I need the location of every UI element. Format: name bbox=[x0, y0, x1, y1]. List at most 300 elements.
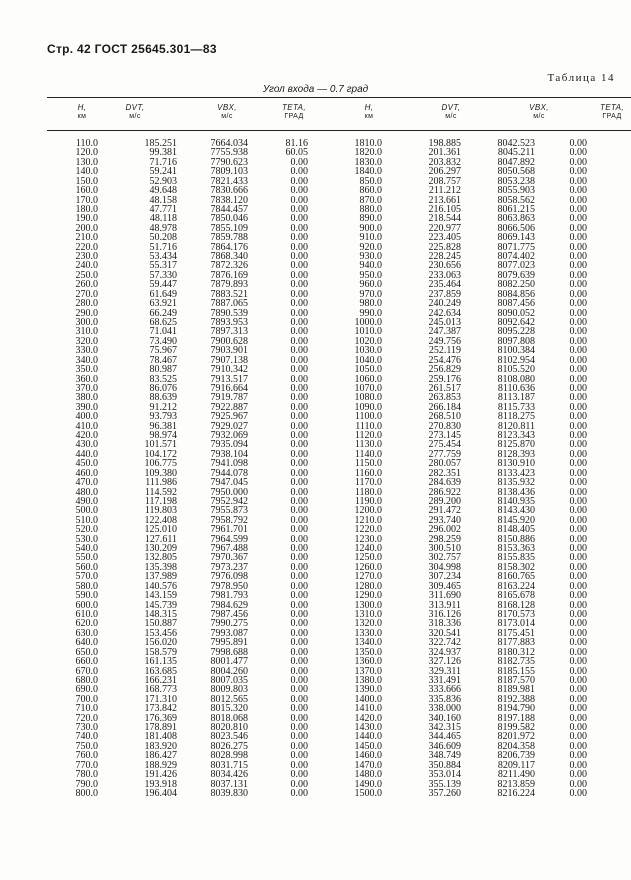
table-cell: 1300.0 bbox=[354, 599, 382, 611]
table-cell: 52.903 bbox=[149, 175, 177, 187]
table-cell: 0.00 bbox=[290, 571, 308, 583]
table-cell: 1820.0 bbox=[354, 147, 382, 159]
table-cell: 900.0 bbox=[359, 222, 382, 234]
column-header bbox=[582, 103, 631, 121]
table-cell: 0.00 bbox=[569, 458, 587, 470]
table-cell: 8209.117 bbox=[497, 759, 535, 771]
page-header: Стр. 42 ГОСТ 25645.301—83 bbox=[47, 42, 217, 56]
table-cell: 8001.477 bbox=[210, 656, 248, 668]
table-cell: 0.00 bbox=[569, 335, 587, 347]
table-cell: 270.830 bbox=[428, 420, 461, 432]
table-cell: 0.00 bbox=[290, 194, 308, 206]
table-cell: 710.0 bbox=[75, 703, 98, 715]
table-cell: 0.00 bbox=[569, 693, 587, 705]
table-cell: 0.00 bbox=[569, 401, 587, 413]
table-cell: 0.00 bbox=[569, 288, 587, 300]
table-cell: 191.426 bbox=[144, 769, 177, 781]
table-cell: 8108.080 bbox=[497, 373, 535, 385]
table-cell: 8077.023 bbox=[497, 260, 535, 272]
table-cell: 7995.891 bbox=[210, 637, 248, 649]
table-cell: 350.0 bbox=[75, 364, 98, 376]
table-cell: 0.00 bbox=[290, 609, 308, 620]
table-cell: 8092.642 bbox=[497, 316, 535, 328]
table-cell: 8053.238 bbox=[497, 175, 535, 187]
table-cell: 8180.312 bbox=[497, 646, 535, 658]
table-cell: 460.0 bbox=[75, 467, 98, 479]
table-cell: 7876.169 bbox=[210, 269, 248, 281]
table-cell: 0.00 bbox=[569, 345, 587, 357]
column-header-name: DVT, bbox=[125, 103, 145, 112]
table-cell: 163.685 bbox=[144, 665, 177, 677]
table-cell: 0.00 bbox=[569, 156, 587, 168]
table-cell: 8143.430 bbox=[497, 505, 535, 517]
table-cell: 7838.120 bbox=[210, 194, 248, 206]
table-cell: 0.00 bbox=[290, 420, 308, 432]
table-cell: 8175.451 bbox=[497, 627, 535, 639]
table-cell: 510.0 bbox=[75, 514, 98, 526]
table-cell: 150.887 bbox=[144, 618, 177, 630]
table-cell: 289.200 bbox=[428, 495, 461, 507]
table-cell: 0.00 bbox=[290, 251, 308, 263]
table-cell: 7970.367 bbox=[210, 552, 248, 564]
column-header-unit: км bbox=[77, 113, 87, 120]
column-header bbox=[339, 103, 399, 121]
table-cell: 225.828 bbox=[428, 241, 461, 253]
column-header-unit: км bbox=[364, 113, 374, 120]
table-cell: 7809.103 bbox=[210, 166, 248, 178]
table-cell: 1220.0 bbox=[354, 524, 382, 536]
table-cell: 170.0 bbox=[75, 194, 98, 206]
table-cell: 263.853 bbox=[428, 392, 461, 404]
table-cell: 1340.0 bbox=[354, 637, 382, 649]
table-cell: 7929.027 bbox=[210, 420, 248, 432]
column-header-unit: м/с bbox=[445, 113, 457, 120]
table-cell: 249.756 bbox=[428, 335, 461, 347]
table-cell: 201.361 bbox=[428, 147, 461, 159]
table-cell: 117.198 bbox=[144, 495, 177, 507]
table-cell: 304.998 bbox=[428, 561, 461, 573]
table-cell: 96.381 bbox=[149, 420, 177, 432]
table-cell: 8216.224 bbox=[497, 787, 535, 799]
table-cell: 237.859 bbox=[428, 288, 461, 300]
table-cell: 8066.506 bbox=[497, 222, 535, 234]
table-cell: 1050.0 bbox=[354, 364, 382, 376]
table-subtitle: Угол входа — 0.7 град bbox=[262, 84, 369, 95]
table-cell: 143.159 bbox=[144, 590, 177, 602]
table-cell: 8125.870 bbox=[497, 439, 535, 451]
table-cell: 7910.342 bbox=[210, 364, 248, 376]
table-cell: 324.937 bbox=[428, 646, 461, 658]
table-cell: 51.716 bbox=[149, 241, 177, 253]
table-cell: 0.00 bbox=[569, 787, 587, 799]
table-cell: 0.00 bbox=[290, 411, 308, 423]
table-cell: 8009.803 bbox=[210, 684, 248, 696]
table-cell: 7978.950 bbox=[210, 580, 248, 592]
table-cell: 188.929 bbox=[144, 759, 177, 771]
table-cell: 410.0 bbox=[75, 420, 98, 432]
table-cell: 8145.920 bbox=[497, 514, 535, 526]
table-cell: 66.249 bbox=[149, 307, 177, 319]
table-cell: 0.00 bbox=[569, 194, 587, 206]
table-cell: 1400.0 bbox=[354, 693, 382, 705]
table-cell: 680.0 bbox=[75, 674, 98, 686]
column-header bbox=[509, 103, 569, 121]
table-cell: 8061.215 bbox=[497, 203, 535, 215]
column-header bbox=[264, 103, 324, 121]
table-cell: 570.0 bbox=[75, 571, 98, 583]
table-cell: 270.0 bbox=[75, 288, 98, 300]
table-cell: 8194.790 bbox=[497, 703, 535, 715]
table-cell: 1470.0 bbox=[354, 759, 382, 771]
table-label: Таблица 14 bbox=[547, 72, 615, 84]
table-cell: 640.0 bbox=[75, 637, 98, 649]
column-header-unit: м/с bbox=[221, 113, 233, 120]
table-cell: 930.0 bbox=[359, 251, 382, 263]
table-cell: 8120.811 bbox=[497, 420, 535, 432]
table-cell: 0.00 bbox=[569, 260, 587, 272]
table-cell: 7984.629 bbox=[210, 599, 248, 611]
table-cell: 1410.0 bbox=[354, 703, 382, 715]
table-cell: 313.911 bbox=[428, 599, 461, 611]
table-cell: 0.00 bbox=[569, 354, 587, 366]
table-cell: 420.0 bbox=[75, 430, 98, 442]
table-cell: 0.00 bbox=[290, 656, 308, 668]
table-cell: 318.336 bbox=[428, 618, 461, 630]
table-cell: 0.00 bbox=[569, 543, 587, 555]
table-cell: 8182.735 bbox=[497, 656, 535, 668]
table-cell: 8007.035 bbox=[210, 674, 248, 686]
table-cell: 1140.0 bbox=[354, 448, 382, 460]
table-cell: 245.013 bbox=[428, 316, 461, 328]
table-cell: 1250.0 bbox=[354, 552, 382, 564]
table-cell: 250.0 bbox=[75, 269, 98, 281]
table-cell: 0.00 bbox=[569, 477, 587, 489]
column-header-name: VBX, bbox=[529, 103, 549, 112]
table-cell: 7890.539 bbox=[210, 307, 248, 319]
table-cell: 0.00 bbox=[569, 232, 587, 244]
table-cell: 1390.0 bbox=[354, 684, 382, 696]
table-cell: 600.0 bbox=[75, 599, 98, 611]
table-cell: 0.00 bbox=[569, 731, 587, 743]
table-cell: 8163.224 bbox=[497, 580, 535, 592]
table-cell: 1350.0 bbox=[354, 646, 382, 658]
table-cell: 7964.599 bbox=[210, 533, 248, 545]
table-cell: 0.00 bbox=[569, 656, 587, 668]
table-cell: 0.00 bbox=[569, 326, 587, 338]
table-cell: 380.0 bbox=[75, 392, 98, 404]
table-cell: 400.0 bbox=[75, 411, 98, 423]
table-cell: 1320.0 bbox=[354, 618, 382, 630]
table-cell: 344.465 bbox=[428, 731, 461, 743]
table-cell: 8115.733 bbox=[497, 401, 535, 413]
table-cell: 0.00 bbox=[569, 185, 587, 197]
table-cell: 8206.739 bbox=[497, 750, 535, 762]
table-cell: 8082.250 bbox=[497, 279, 535, 291]
table-cell: 7987.456 bbox=[210, 609, 248, 620]
table-cell: 0.00 bbox=[569, 580, 587, 592]
table-cell: 8095.228 bbox=[497, 326, 535, 338]
table-cell: 1830.0 bbox=[354, 156, 382, 168]
table-cell: 7967.488 bbox=[210, 543, 248, 555]
table-cell: 322.742 bbox=[428, 637, 461, 649]
table-cell: 0.00 bbox=[290, 458, 308, 470]
table-cell: 7883.521 bbox=[210, 288, 248, 300]
table-cell: 0.00 bbox=[290, 307, 308, 319]
table-cell: 8185.155 bbox=[497, 665, 535, 677]
table-cell: 210.0 bbox=[75, 232, 98, 244]
table-cell: 7955.873 bbox=[210, 505, 248, 517]
table-cell: 7903.901 bbox=[210, 345, 248, 357]
table-cell: 660.0 bbox=[75, 656, 98, 668]
column-header-unit: м/с bbox=[129, 113, 141, 120]
table-cell: 8189.981 bbox=[497, 684, 535, 696]
table-cell: 0.00 bbox=[290, 316, 308, 328]
table-cell: 1260.0 bbox=[354, 561, 382, 573]
table-cell: 0.00 bbox=[290, 712, 308, 724]
table-cell: 990.0 bbox=[359, 307, 382, 319]
table-cell: 311.690 bbox=[428, 590, 461, 602]
table-cell: 256.829 bbox=[428, 364, 461, 376]
table-cell: 800.0 bbox=[75, 787, 98, 799]
table-cell: 273.145 bbox=[428, 430, 461, 442]
table-cell: 7958.792 bbox=[210, 514, 248, 526]
table-cell: 0.00 bbox=[569, 778, 587, 790]
table-cell: 920.0 bbox=[359, 241, 382, 253]
table-cell: 86.076 bbox=[149, 382, 177, 394]
table-cell: 8177.883 bbox=[497, 637, 535, 649]
table-cell: 0.00 bbox=[290, 288, 308, 300]
table-cell: 48.978 bbox=[149, 222, 177, 234]
table-cell: 106.775 bbox=[144, 458, 177, 470]
table-cell: 1080.0 bbox=[354, 392, 382, 404]
table-cell: 8037.131 bbox=[210, 778, 248, 790]
table-cell: 8097.808 bbox=[497, 335, 535, 347]
table-cell: 290.0 bbox=[75, 307, 98, 319]
table-cell: 7952.942 bbox=[210, 495, 248, 507]
table-cell: 0.00 bbox=[290, 637, 308, 649]
table-cell: 1200.0 bbox=[354, 505, 382, 517]
table-cell: 1170.0 bbox=[354, 477, 382, 489]
table-cell: 8168.128 bbox=[497, 599, 535, 611]
table-cell: 7935.094 bbox=[210, 439, 248, 451]
table-cell: 0.00 bbox=[569, 665, 587, 677]
table-cell: 109.380 bbox=[144, 467, 177, 479]
table-cell: 91.212 bbox=[149, 401, 177, 413]
table-cell: 240.249 bbox=[428, 298, 461, 310]
table-cell: 1120.0 bbox=[354, 430, 382, 442]
table-cell: 252.119 bbox=[428, 345, 461, 357]
table-cell: 48.158 bbox=[149, 194, 177, 206]
table-cell: 88.639 bbox=[149, 392, 177, 404]
table-cell: 254.476 bbox=[428, 354, 461, 366]
table-cell: 111.986 bbox=[145, 477, 177, 489]
table-cell: 1240.0 bbox=[354, 543, 382, 555]
table-cell: 0.00 bbox=[290, 335, 308, 347]
table-cell: 340.160 bbox=[428, 712, 461, 724]
table-cell: 8026.275 bbox=[210, 740, 248, 752]
table-cell: 329.311 bbox=[428, 665, 461, 677]
table-cell: 1010.0 bbox=[354, 326, 382, 338]
table-cell: 300.510 bbox=[428, 543, 461, 555]
table-cell: 50.208 bbox=[149, 232, 177, 244]
table-cell: 370.0 bbox=[75, 382, 98, 394]
table-cell: 7897.313 bbox=[210, 326, 248, 338]
table-cell: 331.491 bbox=[428, 674, 461, 686]
table-cell: 0.00 bbox=[290, 401, 308, 413]
table-cell: 0.00 bbox=[290, 618, 308, 630]
table-cell: 1180.0 bbox=[354, 486, 382, 498]
table-cell: 760.0 bbox=[75, 750, 98, 762]
table-cell: 240.0 bbox=[75, 260, 98, 272]
table-cell: 8039.830 bbox=[210, 787, 248, 799]
table-cell: 8069.143 bbox=[497, 232, 535, 244]
table-cell: 0.00 bbox=[290, 552, 308, 564]
table-cell: 0.00 bbox=[569, 213, 587, 225]
table-cell: 7922.887 bbox=[210, 401, 248, 413]
table-cell: 327.126 bbox=[428, 656, 461, 668]
table-cell: 320.0 bbox=[75, 335, 98, 347]
table-cell: 0.00 bbox=[569, 430, 587, 442]
table-cell: 0.00 bbox=[569, 251, 587, 263]
table-cell: 1070.0 bbox=[354, 382, 382, 394]
table-cell: 8165.678 bbox=[497, 590, 535, 602]
table-cell: 0.00 bbox=[569, 524, 587, 536]
table-cell: 8028.998 bbox=[210, 750, 248, 762]
table-cell: 950.0 bbox=[359, 269, 382, 281]
table-cell: 298.259 bbox=[428, 533, 461, 545]
table-cell: 7790.623 bbox=[210, 156, 248, 168]
table-cell: 348.749 bbox=[428, 750, 461, 762]
table-cell: 0.00 bbox=[569, 420, 587, 432]
table-cell: 1130.0 bbox=[354, 439, 382, 451]
table-cell: 560.0 bbox=[75, 561, 98, 573]
column-header-name: TETA, bbox=[281, 103, 307, 112]
table-cell: 80.987 bbox=[149, 364, 177, 376]
table-cell: 0.00 bbox=[290, 298, 308, 310]
table-cell: 181.408 bbox=[144, 731, 177, 743]
table-cell: 750.0 bbox=[75, 740, 98, 752]
table-cell: 0.00 bbox=[569, 552, 587, 564]
table-cell: 0.00 bbox=[569, 533, 587, 545]
table-cell: 7993.087 bbox=[210, 627, 248, 639]
table-cell: 171.310 bbox=[144, 693, 177, 705]
table-cell: 342.315 bbox=[428, 722, 461, 734]
table-cell: 0.00 bbox=[569, 609, 587, 620]
table-cell: 1420.0 bbox=[354, 712, 382, 724]
table-cell: 158.579 bbox=[144, 646, 177, 658]
table-cell: 1810.0 bbox=[354, 138, 382, 149]
table-cell: 57.330 bbox=[149, 269, 177, 281]
table-cell: 0.00 bbox=[290, 373, 308, 385]
table-cell: 1490.0 bbox=[354, 778, 382, 790]
table-cell: 470.0 bbox=[75, 477, 98, 489]
table-cell: 242.634 bbox=[428, 307, 461, 319]
table-cell: 1450.0 bbox=[354, 740, 382, 752]
table-cell: 145.739 bbox=[144, 599, 177, 611]
table-cell: 8197.188 bbox=[497, 712, 535, 724]
table-cell: 7925.967 bbox=[210, 411, 248, 423]
column-header bbox=[52, 103, 112, 121]
table-cell: 259.176 bbox=[428, 373, 461, 385]
table-cell: 7830.666 bbox=[210, 185, 248, 197]
table-cell: 8160.765 bbox=[497, 571, 535, 583]
table-cell: 0.00 bbox=[569, 618, 587, 630]
table-cell: 860.0 bbox=[359, 185, 382, 197]
table-cell: 0.00 bbox=[290, 722, 308, 734]
data-table bbox=[0, 139, 631, 829]
table-cell: 8199.582 bbox=[497, 722, 535, 734]
table-cell: 0.00 bbox=[569, 505, 587, 517]
table-cell: 700.0 bbox=[75, 693, 98, 705]
table-cell: 277.759 bbox=[428, 448, 461, 460]
table-cell: 8045.211 bbox=[497, 147, 535, 159]
table-cell: 0.00 bbox=[569, 279, 587, 291]
table-cell: 0.00 bbox=[569, 448, 587, 460]
table-cell: 650.0 bbox=[75, 646, 98, 658]
table-cell: 7944.078 bbox=[210, 467, 248, 479]
table-cell: 114.592 bbox=[144, 486, 177, 498]
table-cell: 0.00 bbox=[569, 769, 587, 781]
table-cell: 7755.938 bbox=[210, 147, 248, 159]
table-cell: 8155.835 bbox=[497, 552, 535, 564]
table-cell: 1000.0 bbox=[354, 316, 382, 328]
table-cell: 148.315 bbox=[144, 609, 177, 620]
table-cell: 0.00 bbox=[290, 439, 308, 451]
table-cell: 196.404 bbox=[144, 787, 177, 799]
table-cell: 0.00 bbox=[290, 646, 308, 658]
table-cell: 309.465 bbox=[428, 580, 461, 592]
table-cell: 0.00 bbox=[290, 759, 308, 771]
table-cell: 8090.052 bbox=[497, 307, 535, 319]
table-cell: 7664.034 bbox=[210, 138, 248, 149]
table-cell: 132.805 bbox=[144, 552, 177, 564]
table-cell: 490.0 bbox=[75, 495, 98, 507]
table-cell: 0.00 bbox=[290, 345, 308, 357]
table-cell: 0.00 bbox=[290, 543, 308, 555]
table-cell: 247.387 bbox=[428, 326, 461, 338]
table-cell: 890.0 bbox=[359, 213, 382, 225]
table-cell: 1380.0 bbox=[354, 674, 382, 686]
table-cell: 153.456 bbox=[144, 627, 177, 639]
table-cell: 160.0 bbox=[75, 185, 98, 197]
table-cell: 8042.523 bbox=[497, 138, 535, 149]
table-cell: 8135.932 bbox=[497, 477, 535, 489]
table-cell: 302.757 bbox=[428, 552, 461, 564]
table-cell: 203.832 bbox=[428, 156, 461, 168]
table-cell: 8213.859 bbox=[497, 778, 535, 790]
table-cell: 7981.793 bbox=[210, 590, 248, 602]
table-cell: 346.609 bbox=[428, 740, 461, 752]
table-cell: 8150.886 bbox=[497, 533, 535, 545]
table-cell: 282.351 bbox=[428, 467, 461, 479]
table-cell: 183.920 bbox=[144, 740, 177, 752]
table-cell: 7859.788 bbox=[210, 232, 248, 244]
table-cell: 0.00 bbox=[290, 533, 308, 545]
table-cell: 75.967 bbox=[149, 345, 177, 357]
table-cell: 8074.402 bbox=[497, 251, 535, 263]
table-cell: 186.427 bbox=[144, 750, 177, 762]
column-header-unit: ГРАД bbox=[284, 113, 304, 120]
table-cell: 780.0 bbox=[75, 769, 98, 781]
table-cell: 104.172 bbox=[144, 448, 177, 460]
table-cell: 7900.628 bbox=[210, 335, 248, 347]
table-cell: 0.00 bbox=[569, 740, 587, 752]
table-cell: 275.454 bbox=[428, 439, 461, 451]
table-cell: 8050.568 bbox=[497, 166, 535, 178]
table-cell: 0.00 bbox=[290, 279, 308, 291]
table-cell: 8153.363 bbox=[497, 543, 535, 555]
table-cell: 0.00 bbox=[290, 232, 308, 244]
